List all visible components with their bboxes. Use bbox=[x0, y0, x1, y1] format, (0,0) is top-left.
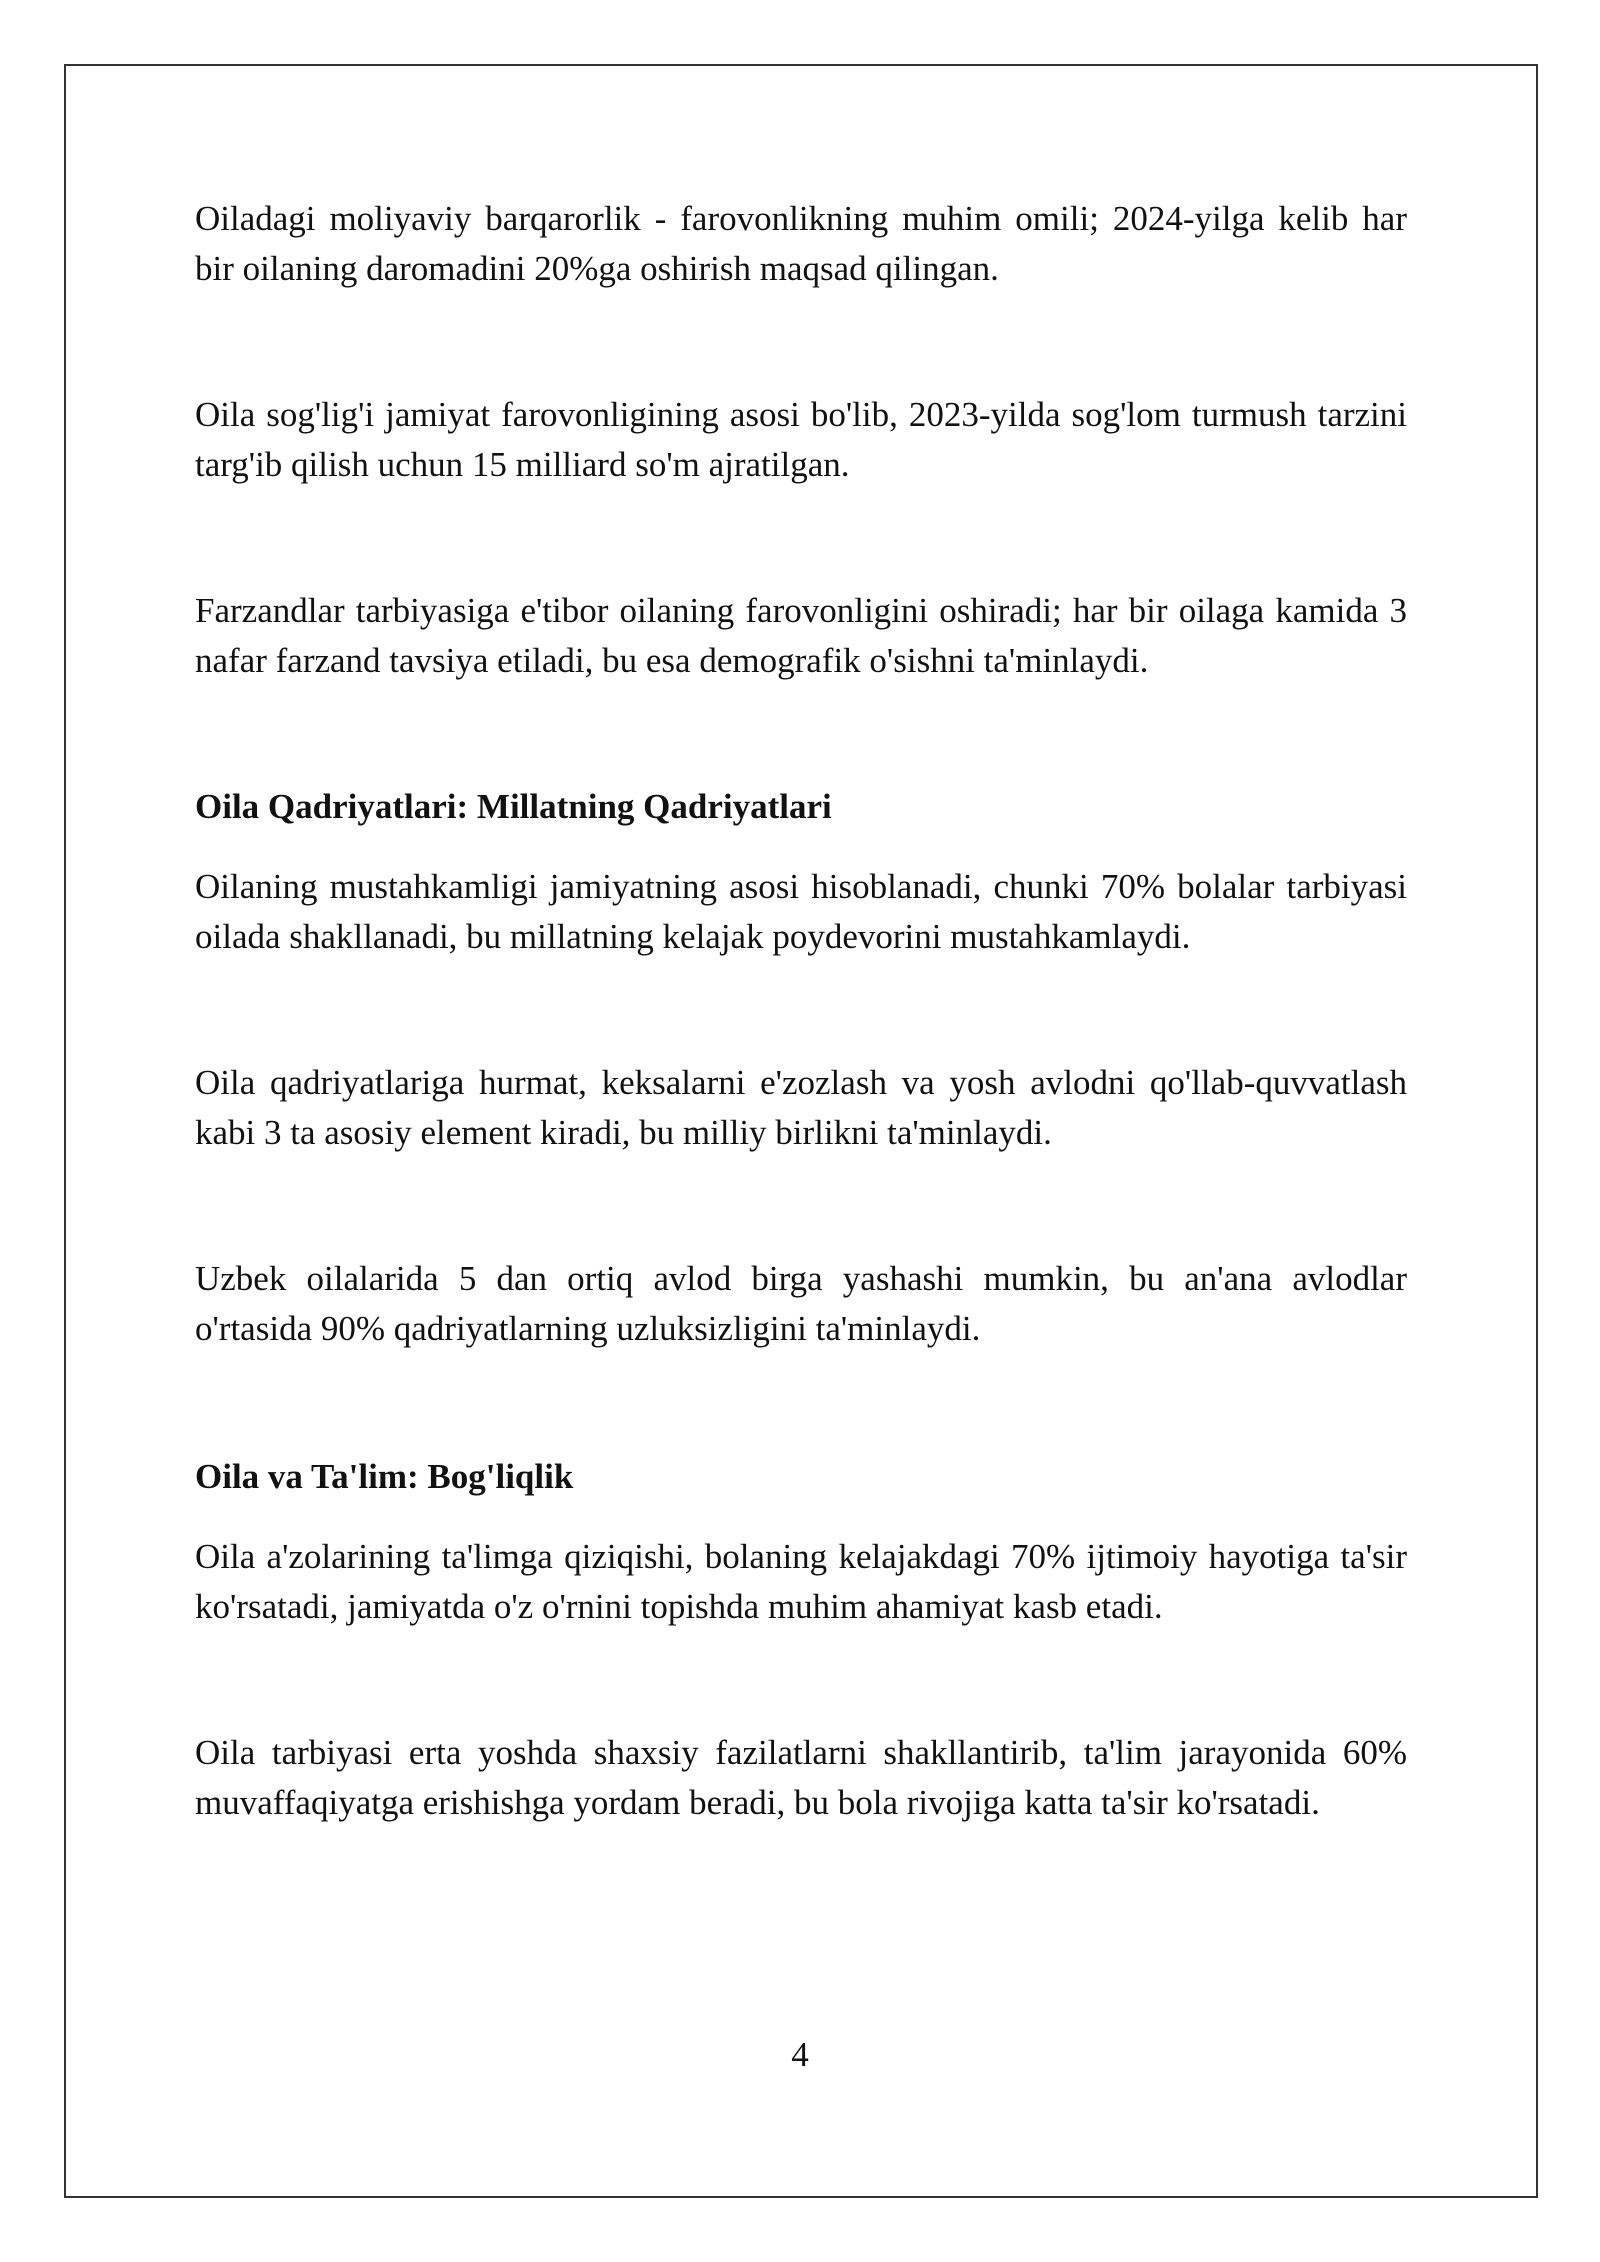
paragraph-generations: Uzbek oilalarida 5 dan ortiq avlod birga yashashi mumkin, bu an'ana avlodlar o'rtasida 90% qadriyatlarning uzluksizligini ta'minlaydi. bbox=[195, 1259, 1407, 1348]
paragraph-financial-stability: Oiladagi moliyaviy barqarorlik - farovonlikning muhim omili; 2024-yilga kelib har bir oilaning daromadini 20%ga oshirish maqsad qilingan. bbox=[195, 199, 1407, 288]
section-heading-family-values: Oila Qadriyatlari: Millatning Qadriyatlari bbox=[195, 787, 832, 826]
page-number: 4 bbox=[791, 2035, 809, 2074]
paragraph-respect-values: Oila qadriyatlariga hurmat, keksalarni e'zozlash va yosh avlodni qo'llab-quvvatlash kabi 3 ta asosiy element kiradi, bu milliy birlikni ta'minlaydi. bbox=[195, 1063, 1407, 1152]
paragraph-early-upbringing: Oila tarbiyasi erta yoshda shaxsiy fazilatlarni shakllantirib, ta'lim jarayonida 60% muvaffaqiyatga erishishga yordam beradi, bu bola rivojiga katta ta'sir ko'rsatadi. bbox=[195, 1733, 1407, 1822]
paragraph-child-upbringing: Farzandlar tarbiyasiga e'tibor oilaning farovonligini oshiradi; har bir oilaga kamida 3 nafar farzand tavsiya etiladi, bu esa demografik o'sishni ta'minlaydi. bbox=[195, 591, 1407, 680]
section-heading-family-education: Oila va Ta'lim: Bog'liqlik bbox=[195, 1457, 574, 1496]
paragraph-family-strength: Oilaning mustahkamligi jamiyatning asosi hisoblanadi, chunki 70% bolalar tarbiyasi oilada shakllanadi, bu millatning kelajak poydevorini mustahkamlaydi. bbox=[195, 867, 1407, 956]
paragraph-education-interest: Oila a'zolarining ta'limga qiziqishi, bolaning kelajakdagi 70% ijtimoiy hayotiga ta'sir ko'rsatadi, jamiyatda o'z o'rnini topishda muhim ahamiyat kasb etadi. bbox=[195, 1537, 1407, 1626]
paragraph-family-health: Oila sog'lig'i jamiyat farovonligining asosi bo'lib, 2023-yilda sog'lom turmush tarzini targ'ib qilish uchun 15 milliard so'm ajratilgan. bbox=[195, 395, 1407, 484]
